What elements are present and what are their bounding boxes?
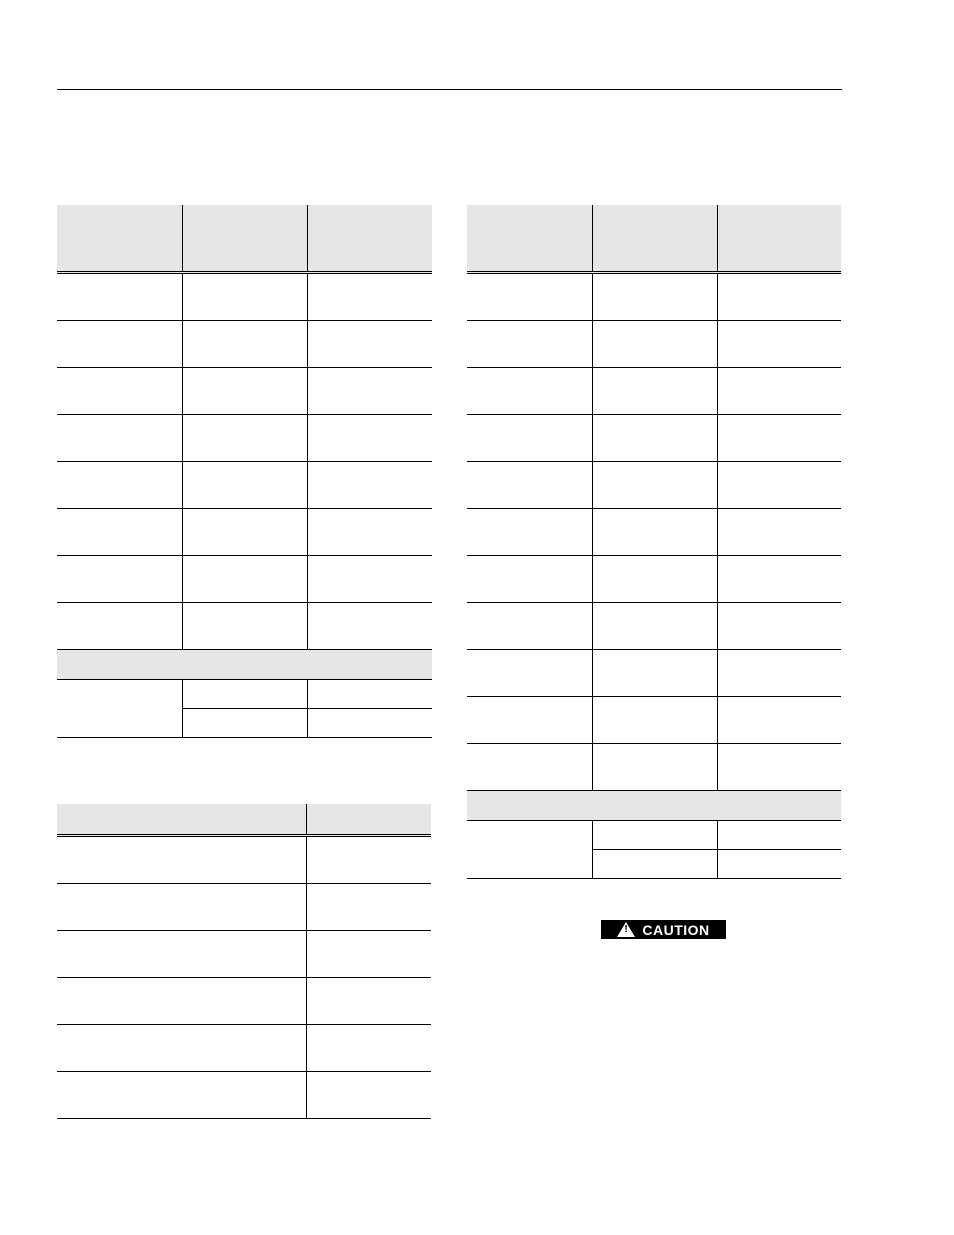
header-cell: [467, 205, 592, 273]
table-row: [467, 509, 841, 556]
table-row: [57, 1025, 431, 1072]
header-cell: [182, 205, 307, 273]
header-cell: [592, 205, 717, 273]
table-row: [57, 415, 432, 462]
table-row: [467, 321, 841, 368]
table-row: [57, 1072, 431, 1119]
table-header-row: [467, 205, 841, 273]
header-cell: [57, 205, 182, 273]
table-row: [57, 931, 431, 978]
table-row: [57, 978, 431, 1025]
lower-left-table: [57, 804, 431, 1119]
table-row: [57, 368, 432, 415]
table-row: [467, 697, 841, 744]
section-band-row: [57, 650, 432, 680]
table-row: [467, 650, 841, 697]
table-row: [467, 462, 841, 509]
table-row: [57, 556, 432, 603]
table-row: [57, 321, 432, 368]
table-row: [467, 415, 841, 462]
header-cell: [717, 205, 841, 273]
table-row: [57, 680, 432, 709]
table-row: [467, 556, 841, 603]
caution-label: CAUTION: [642, 921, 710, 938]
table-header-row: [57, 205, 432, 273]
section-band-row: [467, 791, 841, 821]
caution-badge: [601, 920, 726, 939]
warning-triangle-icon: !: [617, 922, 635, 937]
table-row: [467, 273, 841, 321]
right-spec-table: [467, 205, 841, 879]
table-row: [57, 273, 432, 321]
header-cell: [57, 804, 306, 836]
table-row: [467, 821, 841, 850]
header-rule: [57, 89, 842, 90]
header-cell: [306, 804, 431, 836]
table-row: [57, 603, 432, 650]
table-row: [467, 744, 841, 791]
table-row: [57, 509, 432, 556]
table-row: [57, 836, 431, 884]
table-row: [467, 603, 841, 650]
table-row: [57, 462, 432, 509]
table-header-row: [57, 804, 431, 836]
table-row: [57, 884, 431, 931]
header-cell: [307, 205, 432, 273]
table-row: [467, 368, 841, 415]
left-spec-table: [57, 205, 432, 738]
